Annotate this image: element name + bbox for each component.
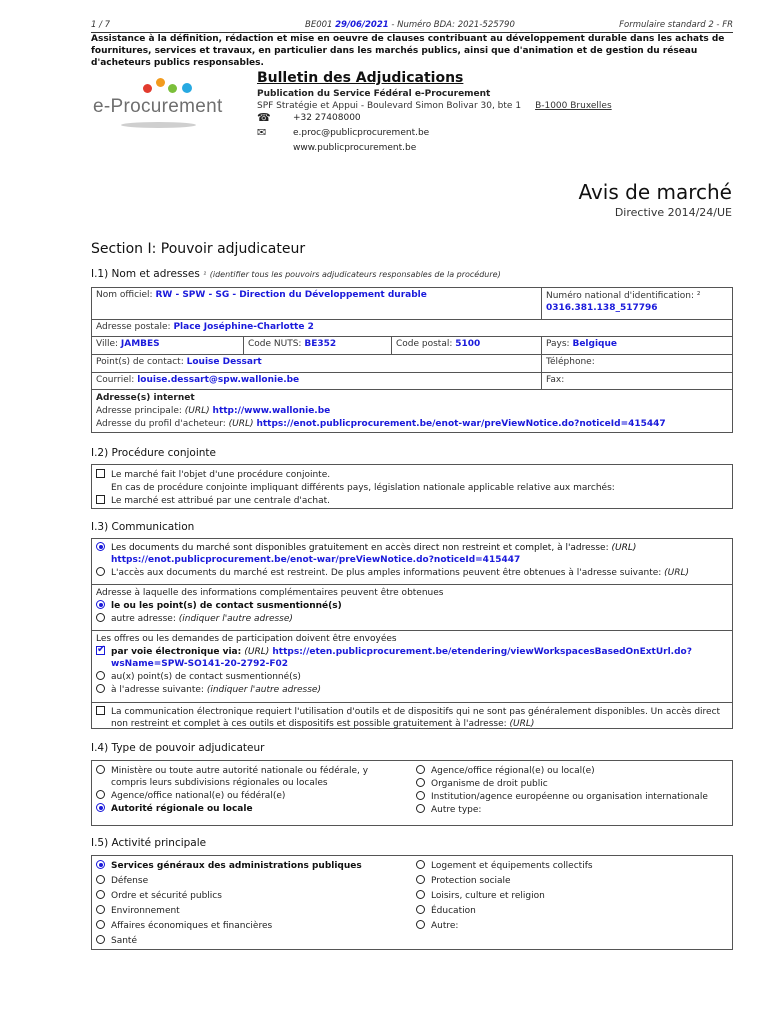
country: Belgique (572, 339, 617, 349)
radio-icon[interactable] (96, 765, 105, 774)
radio-icon[interactable] (96, 684, 105, 693)
notice-date: 29/06/2021 (335, 20, 389, 30)
radio-icon[interactable] (416, 905, 425, 914)
offers-contact-option[interactable]: au(x) point(s) de contact susmentionné(s) (96, 671, 728, 683)
radio-icon[interactable] (96, 905, 105, 914)
publication-info (257, 70, 657, 156)
checkbox-icon[interactable] (96, 495, 105, 504)
publisher-phone: ☎ +32 27408000 (257, 111, 361, 124)
checkbox-checked-icon[interactable] (96, 646, 105, 655)
notice-heading (578, 180, 732, 219)
radio-icon[interactable] (96, 613, 105, 622)
subsection-i5-heading: I.5) Activité principale (91, 837, 207, 849)
national-id-cell: Numéro national d'identification: ² 0316.381.138_517796 (541, 288, 732, 319)
zip-cell: Code postal: 5100 (391, 337, 541, 354)
activity-option-selected[interactable]: Services généraux des administrations publiques (96, 860, 396, 872)
joint-procedure-box (91, 464, 733, 509)
zip-code: 5100 (455, 339, 481, 349)
postal-address: Place Joséphine-Charlotte 2 (173, 322, 314, 332)
envelope-icon: ✉ (257, 126, 267, 139)
publisher-city: B-1000 Bruxelles (535, 101, 612, 111)
authority-option[interactable]: Ministère ou toute autre autorité nationale ou fédérale, y compris leurs subdivisions régionales ou locales (96, 765, 386, 789)
radio-icon[interactable] (96, 920, 105, 929)
authority-option[interactable]: Autre type: (416, 804, 731, 816)
authority-option[interactable]: Institution/agence européenne ou organisation internationale (416, 791, 731, 803)
radio-selected-icon[interactable] (96, 600, 105, 609)
radio-icon[interactable] (96, 935, 105, 944)
postal-address-row: Adresse postale: Place Joséphine-Charlotte 2 (92, 320, 732, 337)
nuts-cell: Code NUTS: BE352 (243, 337, 391, 354)
subsection-i2-heading: I.2) Procédure conjointe (91, 447, 216, 459)
activity-option[interactable]: Affaires économiques et financières (96, 920, 396, 932)
info-address-row: Adresse à laquelle des informations complémentaires peuvent être obtenues le ou les point(s) de contact susmentionné(s) autre adresse: (indiquer l'autre adresse) (92, 585, 732, 631)
contact-email[interactable]: louise.dessart@spw.wallonie.be (137, 375, 300, 385)
radio-icon[interactable] (416, 778, 425, 787)
radio-icon[interactable] (416, 765, 425, 774)
buyer-profile: Adresse du profil d'acheteur: (URL) https://enot.publicprocurement.be/enot-war/preViewNotice.do?noticeId=415447 (96, 419, 666, 429)
national-id: 0316.381.138_517796 (546, 303, 658, 313)
activity-option[interactable]: Défense (96, 875, 396, 887)
bda-number: - Numéro BDA: 2021-525790 (391, 20, 515, 30)
bulletin-title: Bulletin des Adjudications (257, 70, 464, 86)
contact-person: Louise Dessart (186, 357, 262, 367)
addresses-table (91, 287, 733, 433)
communication-box (91, 538, 733, 729)
documents-row (92, 539, 732, 585)
radio-icon[interactable] (416, 890, 425, 899)
notice-code: BE001 (305, 20, 333, 30)
page-number: 1 / 7 (91, 20, 111, 30)
notice-summary: Assistance à la définition, rédaction et mise en oeuvre de clauses contribuant au développement durable dans les achats de fournitures, services et travaux, en particulier dans les marchés publics, ainsi que d'animation et de gestion du réseau d'acheteurs publics responsables. (91, 34, 725, 68)
subsection-i4-heading: I.4) Type de pouvoir adjudicateur (91, 742, 265, 754)
authority-option[interactable]: Organisme de droit public (416, 778, 731, 790)
activity-option[interactable]: Autre: (416, 920, 716, 932)
activity-option[interactable]: Logement et équipements collectifs (416, 860, 716, 872)
radio-selected-icon[interactable] (96, 803, 105, 812)
offers-url-link[interactable]: https://eten.publicprocurement.be/etendering/viewWorkspacesBasedOnExtUrl.do?wsName=SPW-SO141-20-2792-F02 (111, 647, 692, 669)
radio-icon[interactable] (96, 875, 105, 884)
radio-icon[interactable] (416, 804, 425, 813)
radio-icon[interactable] (96, 671, 105, 680)
radio-icon[interactable] (96, 567, 105, 576)
phone-icon: ☎ (257, 111, 271, 124)
info-contact-option[interactable]: le ou les point(s) de contact susmentionné(s) (96, 600, 728, 612)
activity-option[interactable]: Loisirs, culture et religion (416, 890, 716, 902)
documents-url-link[interactable]: https://enot.publicprocurement.be/enot-war/preViewNotice.do?noticeId=415447 (111, 555, 521, 565)
main-activity-box (91, 855, 733, 950)
form-type: Formulaire standard 2 - FR (619, 20, 733, 30)
email-row: Courriel: louise.dessart@spw.wallonie.be Fax: (92, 373, 732, 390)
section-title: Section I: Pouvoir adjudicateur (91, 241, 306, 257)
electronic-tools-row (92, 703, 732, 728)
nuts-code: BE352 (304, 339, 337, 349)
radio-icon[interactable] (96, 890, 105, 899)
activity-option[interactable]: Environnement (96, 905, 396, 917)
e-procurement-logo (93, 78, 223, 133)
logo-text: e-Procurement (93, 96, 223, 117)
activity-option[interactable]: Protection sociale (416, 875, 716, 887)
internet-row: Adresse(s) internet Adresse principale: (URL) http://www.wallonie.be Adresse du profil d'acheteur: (URL) https://enot.publicprocurement.be/enot-war/preViewNotice.do?noticeId=415447 (92, 390, 732, 432)
activity-option[interactable]: Santé (96, 935, 396, 947)
radio-icon[interactable] (96, 790, 105, 799)
subsection-i1-heading: I.1) Nom et adresses ¹ (identifier tous les pouvoirs adjudicateurs responsables de la procédure) (91, 268, 501, 280)
fax-cell: Fax: (541, 373, 732, 389)
info-other-option[interactable]: autre adresse: (indiquer l'autre adresse) (96, 613, 728, 625)
publication-subtitle: Publication du Service Fédéral e-Procurement (257, 89, 491, 99)
joint-procedure-note: En cas de procédure conjointe impliquant différents pays, législation nationale applicable relative aux marchés: (111, 483, 615, 493)
notice-directive: Directive 2014/24/UE (614, 206, 732, 219)
subsection-i3-heading: I.3) Communication (91, 521, 195, 533)
documents-restricted-option[interactable]: L'accès aux documents du marché est restreint. De plus amples informations peuvent être obtenues à l'adresse suivante: (URL) (96, 567, 728, 579)
publisher-email[interactable]: ✉ e.proc@publicprocurement.be (257, 126, 430, 139)
radio-selected-icon[interactable] (96, 860, 105, 869)
authority-option[interactable]: Agence/office national(e) ou fédéral(e) (96, 790, 386, 802)
authority-option[interactable]: Agence/office régional(e) ou local(e) (416, 765, 731, 777)
publisher-website[interactable]: www.publicprocurement.be (293, 143, 417, 153)
main-address: Adresse principale: (URL) http://www.wallonie.be (96, 406, 331, 416)
authority-type-box (91, 760, 733, 826)
electronic-tools-option[interactable]: La communication électronique requiert l'utilisation d'outils et de dispositifs qui ne sont pas généralement disponibles. Un accès direct non restreint et complet à ces outils et dispositifs est possible gratuitement à l'adresse: (URL) (96, 706, 728, 730)
radio-icon[interactable] (416, 920, 425, 929)
official-name: RW - SPW - SG - Direction du Développement durable (155, 290, 427, 300)
notice-reference (305, 20, 515, 30)
radio-icon[interactable] (416, 860, 425, 869)
buyer-profile-link[interactable]: https://enot.publicprocurement.be/enot-war/preViewNotice.do?noticeId=415447 (256, 419, 666, 429)
city-row: Ville: JAMBES Code NUTS: BE352 Code postal: 5100 Pays: Belgique (92, 337, 732, 355)
offers-electronic-option[interactable]: ✔ par voie électronique via: (URL) https://eten.publicprocurement.be/etendering/viewWorkspacesBasedOnExtUrl.do?wsName=SPW-SO141-20-2792-F02 (96, 646, 728, 670)
central-purchasing-option[interactable]: Le marché est attribué par une centrale d'achat. (96, 495, 728, 507)
subsection-hint: (identifier tous les pouvoirs adjudicateurs responsables de la procédure) (209, 270, 501, 279)
country-cell: Pays: Belgique (541, 337, 732, 354)
phone-cell: Téléphone: (541, 355, 732, 372)
publisher-address: SPF Stratégie et Appui - Boulevard Simon Bolivar 30, bte 1 B-1000 Bruxelles (257, 101, 612, 111)
page-header (91, 20, 733, 33)
activity-option[interactable]: Éducation (416, 905, 716, 917)
checkbox-icon[interactable] (96, 706, 105, 715)
radio-icon[interactable] (416, 791, 425, 800)
main-url-link[interactable]: http://www.wallonie.be (212, 406, 331, 416)
radio-icon[interactable] (416, 875, 425, 884)
activity-option[interactable]: Ordre et sécurité publics (96, 890, 396, 902)
notice-title: Avis de marché (578, 180, 732, 204)
contact-row: Point(s) de contact: Louise Dessart Téléphone: (92, 355, 732, 373)
offers-row: Les offres ou les demandes de participation doivent être envoyées ✔ par voie électronique via: (URL) https://eten.publicprocurement.be/etendering/viewWorkspacesBasedOnExtUrl.do?wsName=SPW-SO141-20-2792-F02 au(x) point(s) de contact susmentionné(s) à l'adresse suivante: (indiquer l'autre adresse) (92, 631, 732, 703)
checkbox-icon[interactable] (96, 469, 105, 478)
authority-option-selected[interactable]: Autorité régionale ou locale (96, 803, 386, 815)
radio-selected-icon[interactable] (96, 542, 105, 551)
city: JAMBES (120, 339, 160, 349)
offers-address-option[interactable]: à l'adresse suivante: (indiquer l'autre adresse) (96, 684, 728, 696)
joint-procedure-option[interactable]: Le marché fait l'objet d'une procédure conjointe. (96, 469, 728, 481)
official-name-row: Nom officiel: RW - SPW - SG - Direction du Développement durable Numéro national d'identification: ² 0316.381.138_517796 (92, 288, 732, 320)
documents-free-option[interactable]: Les documents du marché sont disponibles gratuitement en accès direct non restreint et complet, à l'adresse: (URL) https://enot.publicprocurement.be/enot-war/preViewNotice.do?noticeId=415447 (96, 542, 728, 566)
logo-swoosh (121, 122, 196, 128)
